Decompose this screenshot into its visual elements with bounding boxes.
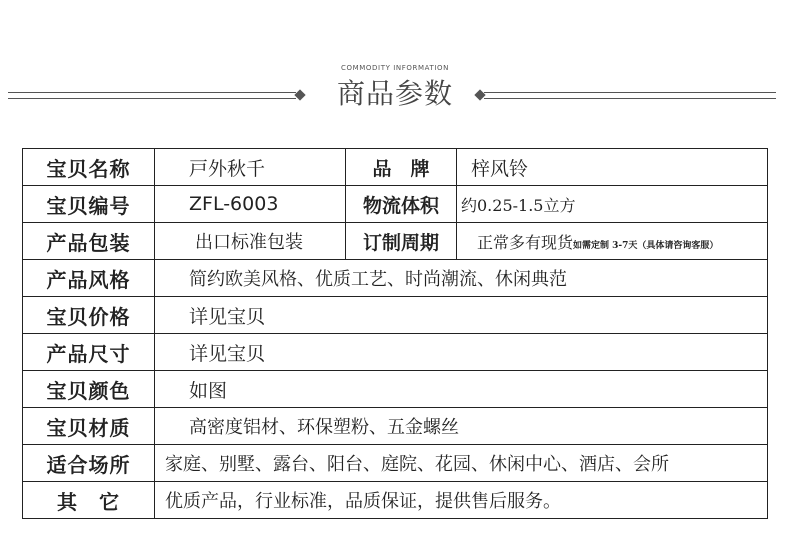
row-value: 优质产品，行业标准，品质保证，提供售后服务。 [155, 482, 768, 519]
row-value: 高密度铝材、环保塑粉、五金螺丝 [155, 408, 768, 445]
table-row [23, 445, 768, 482]
table-row [23, 371, 768, 408]
table-row [23, 297, 768, 334]
row-value-2: 梓风铃 [457, 149, 768, 186]
table-row [23, 260, 768, 297]
row-value: 如图 [155, 371, 768, 408]
row-label-2: 订制周期 [346, 223, 457, 260]
product-parameter-table [22, 148, 768, 519]
customization-note: 如需定制 3-7天（具体请咨询客服） [573, 240, 719, 251]
row-value: ZFL-6003 [155, 186, 346, 223]
row-label: 产品尺寸 [23, 334, 155, 371]
row-label-2: 品 牌 [346, 149, 457, 186]
header-rule-right [484, 92, 776, 99]
row-label-2: 物流体积 [346, 186, 457, 223]
table-row [23, 149, 768, 186]
table-row [23, 223, 768, 260]
row-label: 宝贝材质 [23, 408, 155, 445]
row-label: 宝贝颜色 [23, 371, 155, 408]
row-label: 宝贝名称 [23, 149, 155, 186]
row-label: 产品包装 [23, 223, 155, 260]
table-row [23, 408, 768, 445]
row-value-2-cell [457, 223, 768, 260]
table-row [23, 482, 768, 519]
row-value: 简约欧美风格、优质工艺、时尚潮流、休闲典范 [155, 260, 768, 297]
section-header [0, 0, 790, 130]
table-row [23, 334, 768, 371]
table-row [23, 186, 768, 223]
row-value: 戸外秋千 [155, 149, 346, 186]
row-label: 产品风格 [23, 260, 155, 297]
header-rule-left [8, 92, 296, 99]
row-value: 出口标准包装 [155, 223, 346, 260]
diamond-ornament-left [294, 89, 305, 100]
header-subtitle: COMMODITY INFORMATION [341, 64, 449, 72]
header-title: 商品参数 [336, 77, 453, 110]
row-value: 详见宝贝 [155, 334, 768, 371]
row-label: 适合场所 [23, 445, 155, 482]
row-value: 家庭、别墅、露台、阳台、庭院、花园、休闲中心、酒店、会所 [155, 445, 768, 482]
row-label: 宝贝编号 [23, 186, 155, 223]
row-label: 宝贝价格 [23, 297, 155, 334]
row-value: 详见宝贝 [155, 297, 768, 334]
row-label: 其 它 [23, 482, 155, 519]
row-value-2: 正常多有现货 [477, 232, 574, 252]
row-value-2: 约0.25-1.5立方 [457, 186, 768, 223]
